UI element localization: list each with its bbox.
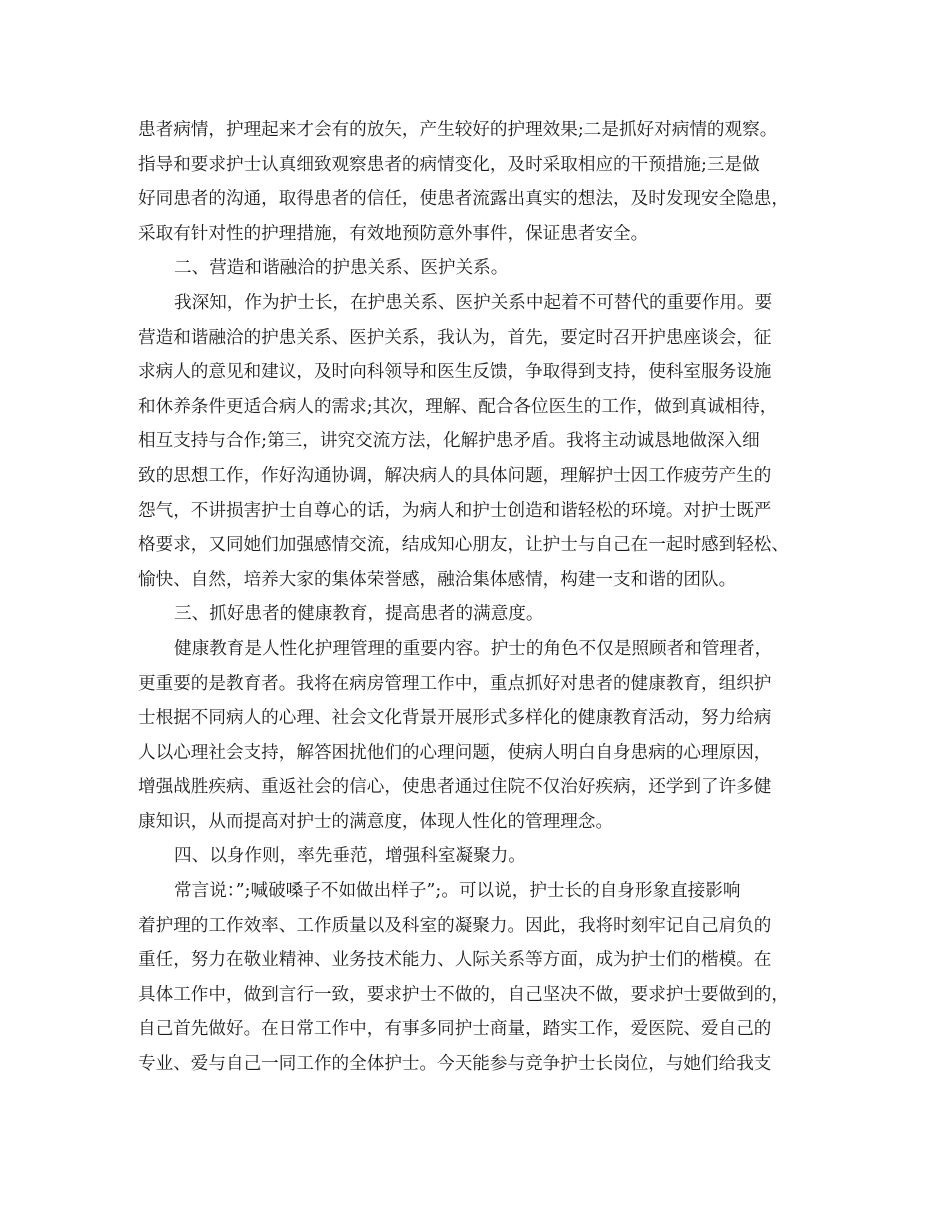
text-line: 致的思想工作，作好沟通协调，解决病人的具体问题，理解护士因工作疲劳产生的 xyxy=(138,465,772,486)
text-line: 好同患者的沟通，取得患者的信任，使患者流露出真实的想法，及时发现安全隐患， xyxy=(138,189,789,210)
text-line: 增强战胜疾病、重返社会的信心，使患者通过住院不仅治好疾病，还学到了许多健 xyxy=(138,777,772,798)
text-line: 重任，努力在敬业精神、业务技术能力、人际关系等方面，成为护士们的楷模。在 xyxy=(138,950,772,971)
text-line: 采取有针对性的护理措施，有效地预防意外事件，保证患者安全。 xyxy=(138,223,649,244)
text-line: 求病人的意见和建议，及时向科领导和医生反馈，争取得到支持，使科室服务设施 xyxy=(138,362,772,383)
text-line: 四、以身作则，率先垂范，增强科室凝聚力。 xyxy=(174,846,526,867)
text-line: 具体工作中，做到言行一致，要求护士不做的，自己坚决不做，要求护士要做到的， xyxy=(138,984,789,1005)
text-line: 怨气，不讲损害护士自尊心的话，为病人和护士创造和谐轻松的环境。对护士既严 xyxy=(138,500,772,521)
text-line: 三、抓好患者的健康教育，提高患者的满意度。 xyxy=(174,604,544,625)
text-line: 士根据不同病人的心理、社会文化背景开展形式多样化的健康教育活动，努力给病 xyxy=(138,708,772,729)
text-line: 指导和要求护士认真细致观察患者的病情变化，及时采取相应的干预措施;三是做 xyxy=(138,154,760,175)
text-line: 相互支持与合作;第三，讲究交流方法，化解护患矛盾。我将主动诚恳地做深入细 xyxy=(138,431,760,452)
text-line: 和休养条件更适合病人的需求;其次，理解、配合各位医生的工作，做到真诚相待， xyxy=(138,396,778,417)
text-line: 康知识，从而提高对护士的满意度，体现人性化的管理理念。 xyxy=(138,811,614,832)
text-line: 专业、爱与自己一同工作的全体护士。今天能参与竞争护士长岗位，与她们给我支 xyxy=(138,1054,772,1075)
text-line: 我深知，作为护士长，在护患关系、医护关系中起着不可替代的重要作用。要 xyxy=(174,292,773,313)
text-line: 着护理的工作效率、工作质量以及科室的凝聚力。因此，我将时刻牢记自己肩负的 xyxy=(138,915,772,936)
text-line: 患者病情，护理起来才会有的放矢，产生较好的护理效果;二是抓好对病情的观察。 xyxy=(138,120,778,140)
text-line: 愉快、自然，培养大家的集体荣誉感，融洽集体感情，构建一支和谐的团队。 xyxy=(138,569,737,590)
text-line: 营造和谐融洽的护患关系、医护关系，我认为，首先，要定时召开护患座谈会，征 xyxy=(138,327,772,348)
document-body xyxy=(138,113,838,1082)
text-line: 格要求，又同她们加强感情交流，结成知心朋友，让护士与自己在一起时感到轻松、 xyxy=(138,535,789,556)
text-line: 自己首先做好。在日常工作中，有事多同护士商量，踏实工作，爱医院、爱自己的 xyxy=(138,1019,772,1040)
text-line: 更重要的是教育者。我将在病房管理工作中，重点抓好对患者的健康教育，组织护 xyxy=(138,673,772,694)
text-line: 健康教育是人性化护理管理的重要内容。护士的角色不仅是照顾者和管理者， xyxy=(174,638,773,659)
text-line: 常言说：”;喊破嗓子不如做出样子”;。可以说，护士长的自身形象直接影响 xyxy=(174,881,741,902)
text-line: 人以心理社会支持，解答困扰他们的心理问题，使病人明白自身患病的心理原因， xyxy=(138,742,772,763)
text-line: 二、营造和谐融洽的护患关系、医护关系。 xyxy=(174,258,509,279)
